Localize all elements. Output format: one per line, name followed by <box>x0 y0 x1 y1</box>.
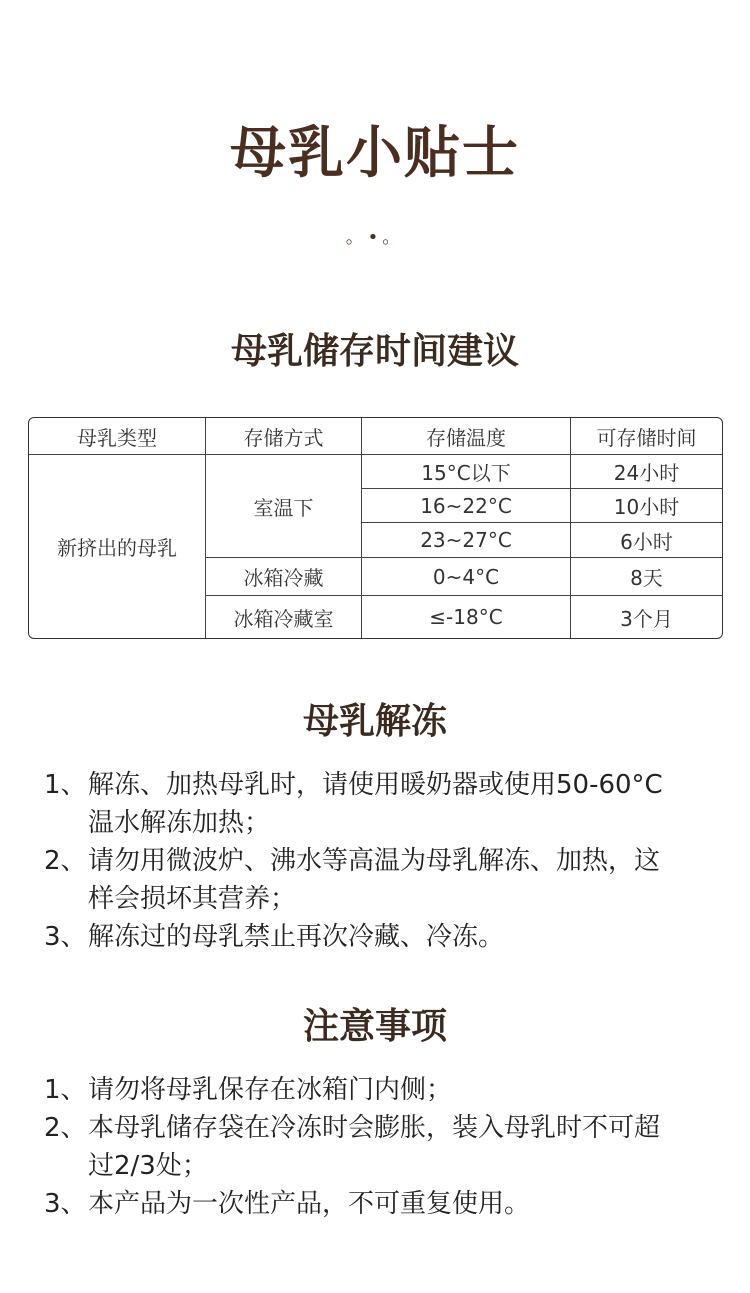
cell-method-fridge: 冰箱冷藏 <box>206 558 362 596</box>
thaw-section-title: 母乳解冻 <box>302 701 447 742</box>
list-item <box>44 918 724 956</box>
header-storage-temp: 存储温度 <box>362 418 571 455</box>
list-item-number: 1、 <box>44 1075 87 1105</box>
storage-section-title: 母乳储存时间建议 <box>230 331 519 372</box>
list-item <box>44 766 724 842</box>
list-item-text: 本产品为一次性产品，不可重复使用。 <box>88 1189 531 1219</box>
thaw-list <box>44 766 724 956</box>
cell-time: 6小时 <box>571 523 722 558</box>
cell-temp: 23~27°C <box>362 523 571 558</box>
header-storage-method: 存储方式 <box>206 418 362 455</box>
cell-temp: 0~4°C <box>362 558 571 596</box>
list-item-text-cont: 样会损坏其营养； <box>88 884 297 914</box>
cell-time: 8天 <box>571 558 722 596</box>
list-item-text: 本母乳储存袋在冷冻时会膨胀，装入母乳时不可超 <box>88 1113 661 1143</box>
notes-section-title: 注意事项 <box>302 1006 447 1047</box>
list-item-text-cont: 过2/3处； <box>88 1151 208 1181</box>
cell-method-room-temp: 室温下 <box>206 455 362 558</box>
header-milk-type: 母乳类型 <box>29 418 206 455</box>
list-item-number: 3、 <box>44 1189 87 1219</box>
list-item <box>44 842 724 918</box>
table-header-row <box>29 418 722 455</box>
cell-time: 24小时 <box>571 455 722 489</box>
list-item <box>44 1109 724 1185</box>
cell-milk-type: 新挤出的母乳 <box>29 455 206 638</box>
list-item-text: 请勿用微波炉、沸水等高温为母乳解冻、加热，这 <box>88 846 661 876</box>
table-row <box>29 455 722 489</box>
list-item <box>44 1185 724 1223</box>
cell-time: 3个月 <box>620 606 673 631</box>
list-item <box>44 1071 724 1109</box>
storage-table <box>28 417 723 639</box>
page-title: 母乳小贴士 <box>230 121 520 186</box>
list-item-text-cont: 温水解冻加热； <box>88 808 271 838</box>
decorative-dots: 。•。 <box>345 227 405 248</box>
cell-temp: ≤-18°C <box>362 596 571 638</box>
list-item-text: 解冻、加热母乳时，请使用暖奶器或使用50-60°C <box>88 770 663 800</box>
list-item-number: 2、 <box>44 846 87 876</box>
cell-method-freezer: 冰箱冷藏室 <box>206 596 362 638</box>
list-item-number: 2、 <box>44 1113 87 1143</box>
list-item-text: 解冻过的母乳禁止再次冷藏、冷冻。 <box>88 922 505 952</box>
cell-temp: 15°C以下 <box>362 455 571 489</box>
header-storage-time: 可存储时间 <box>571 418 722 455</box>
cell-temp: 16~22°C <box>362 489 571 523</box>
notes-list <box>44 1071 724 1223</box>
list-item-text: 请勿将母乳保存在冰箱门内侧； <box>88 1075 453 1105</box>
cell-time: 10小时 <box>571 489 722 523</box>
list-item-number: 3、 <box>44 922 87 952</box>
list-item-number: 1、 <box>44 770 87 800</box>
